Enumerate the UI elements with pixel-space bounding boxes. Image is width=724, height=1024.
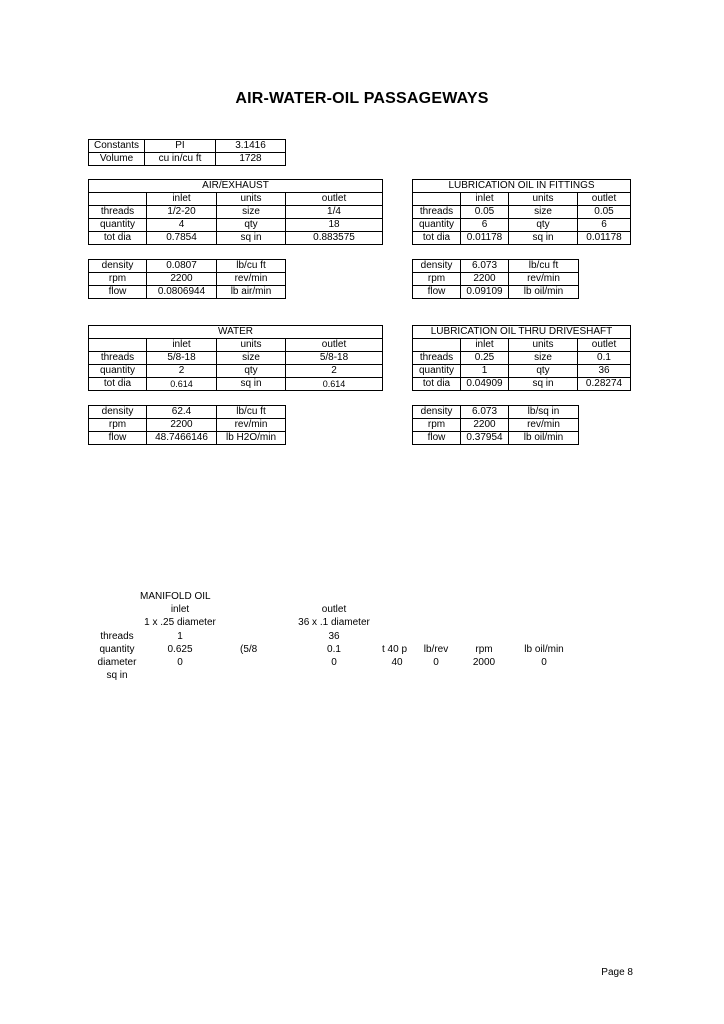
lube-driveshaft-table <box>412 325 631 391</box>
cell: qty <box>217 365 286 378</box>
column-header <box>89 339 147 352</box>
cell: threads <box>89 352 147 365</box>
cell: rev/min <box>217 273 286 286</box>
cell: 2200 <box>461 419 509 432</box>
table-row <box>89 352 383 365</box>
cell: tot dia <box>413 232 461 245</box>
column-header: units <box>217 339 286 352</box>
column-header-row <box>89 193 383 206</box>
cell: Volume <box>89 153 145 166</box>
cell: tot dia <box>413 378 461 391</box>
cell: 0.01178 <box>461 232 509 245</box>
cell: 2 <box>147 365 217 378</box>
section-header: LUBRICATION OIL THRU DRIVESHAFT <box>413 326 631 339</box>
manifold-row-label: diameter <box>97 657 137 668</box>
table-row <box>413 286 579 299</box>
cell: 0.37954 <box>461 432 509 445</box>
table-row <box>413 206 631 219</box>
manifold-cell: 2000 <box>472 657 496 668</box>
cell: rev/min <box>217 419 286 432</box>
table-row <box>89 406 286 419</box>
cell: flow <box>89 286 147 299</box>
cell: tot dia <box>89 378 147 391</box>
table-header-row <box>89 326 383 339</box>
table-header-row <box>413 326 631 339</box>
cell: rpm <box>413 419 461 432</box>
table-row <box>413 365 631 378</box>
column-header: outlet <box>578 339 631 352</box>
cell: 2200 <box>147 273 217 286</box>
water-flow-table <box>88 405 286 445</box>
cell: 0.05 <box>578 206 631 219</box>
table-row <box>413 406 579 419</box>
cell: tot dia <box>89 232 147 245</box>
manifold-cell: 36 <box>328 631 340 642</box>
cell: density <box>89 406 147 419</box>
table-row <box>89 286 286 299</box>
cell: cu in/cu ft <box>145 153 216 166</box>
cell: 3.1416 <box>216 140 286 153</box>
cell: 0.01178 <box>578 232 631 245</box>
cell: quantity <box>89 365 147 378</box>
cell: quantity <box>89 219 147 232</box>
cell: 4 <box>147 219 217 232</box>
lube-fittings-flow-table <box>412 259 579 299</box>
table-row <box>89 419 286 432</box>
cell: lb H2O/min <box>217 432 286 445</box>
cell: 62.4 <box>147 406 217 419</box>
cell: 0.05 <box>461 206 509 219</box>
cell: 0.0807 <box>147 260 217 273</box>
cell: flow <box>413 432 461 445</box>
cell: 2200 <box>147 419 217 432</box>
cell: 1728 <box>216 153 286 166</box>
manifold-cell: 0 <box>541 657 547 668</box>
table-row <box>89 206 383 219</box>
air-flow-table <box>88 259 286 299</box>
cell: 0.0806944 <box>147 286 217 299</box>
table-row <box>413 273 579 286</box>
cell: 0.09109 <box>461 286 509 299</box>
manifold-cell: 0.1 <box>327 644 341 655</box>
cell: sq in <box>509 378 578 391</box>
column-header: outlet <box>286 339 383 352</box>
cell: threads <box>413 206 461 219</box>
cell: lb/cu ft <box>217 260 286 273</box>
cell: flow <box>413 286 461 299</box>
manifold-cell: 1 <box>177 631 183 642</box>
cell: 5/8-18 <box>147 352 217 365</box>
column-header <box>413 193 461 206</box>
cell: flow <box>89 432 147 445</box>
air-exhaust-table <box>88 179 383 245</box>
table-row <box>413 419 579 432</box>
column-header <box>413 339 461 352</box>
page-number: Page 8 <box>601 967 633 978</box>
manifold-cell: t 40 p <box>382 644 408 655</box>
cell: size <box>217 352 286 365</box>
cell: density <box>413 260 461 273</box>
cell: rpm <box>413 273 461 286</box>
cell: lb oil/min <box>509 432 579 445</box>
cell: 0.28274 <box>578 378 631 391</box>
column-header: units <box>509 193 578 206</box>
cell: 2 <box>286 365 383 378</box>
cell: 48.7466146 <box>147 432 217 445</box>
table-row <box>413 352 631 365</box>
cell: lb air/min <box>217 286 286 299</box>
lube-fittings-table <box>412 179 631 245</box>
cell: quantity <box>413 219 461 232</box>
table-row <box>413 232 631 245</box>
cell: size <box>217 206 286 219</box>
table-row <box>413 432 579 445</box>
column-header: inlet <box>461 193 509 206</box>
manifold-cell: 0 <box>433 657 439 668</box>
column-header: inlet <box>147 193 217 206</box>
cell: 6.073 <box>461 406 509 419</box>
column-header: units <box>217 193 286 206</box>
cell: 0.1 <box>578 352 631 365</box>
cell: threads <box>89 206 147 219</box>
manifold-inlet-desc: 1 x .25 diameter <box>144 617 216 628</box>
table-row <box>89 153 286 166</box>
cell: density <box>413 406 461 419</box>
cell: 18 <box>286 219 383 232</box>
table-row <box>89 260 286 273</box>
manifold-cell: lb/rev <box>423 644 449 655</box>
column-header <box>89 193 147 206</box>
cell: qty <box>509 365 578 378</box>
manifold-outlet-header: outlet <box>321 604 347 615</box>
table-header-row <box>89 180 383 193</box>
section-header: WATER <box>89 326 383 339</box>
cell: lb/sq in <box>509 406 579 419</box>
constants-table <box>88 139 286 166</box>
table-row <box>413 219 631 232</box>
cell: 1/4 <box>286 206 383 219</box>
table-row <box>413 378 631 391</box>
manifold-inlet-header: inlet <box>170 604 190 615</box>
manifold-cell: 0 <box>177 657 183 668</box>
cell: rpm <box>89 273 147 286</box>
cell: 36 <box>578 365 631 378</box>
cell: sq in <box>509 232 578 245</box>
cell: size <box>509 352 578 365</box>
table-row <box>89 378 383 391</box>
cell: sq in <box>217 232 286 245</box>
cell: 6 <box>578 219 631 232</box>
cell: rpm <box>89 419 147 432</box>
cell: lb/cu ft <box>509 260 579 273</box>
table-row <box>89 273 286 286</box>
column-header: inlet <box>147 339 217 352</box>
cell: PI <box>145 140 216 153</box>
table-row <box>89 140 286 153</box>
column-header-row <box>413 339 631 352</box>
column-header-row <box>89 339 383 352</box>
page-title: AIR-WATER-OIL PASSAGEWAYS <box>235 90 489 107</box>
cell: 0.614 <box>147 378 217 391</box>
cell: 0.883575 <box>286 232 383 245</box>
column-header: outlet <box>286 193 383 206</box>
cell: lb/cu ft <box>217 406 286 419</box>
cell: Constants <box>89 140 145 153</box>
manifold-cell: lb oil/min <box>524 644 564 655</box>
cell: 0.04909 <box>461 378 509 391</box>
manifold-row-label: quantity <box>99 644 135 655</box>
manifold-cell: (5/8 <box>240 644 258 655</box>
table-row <box>89 232 383 245</box>
cell: 2200 <box>461 273 509 286</box>
cell: threads <box>413 352 461 365</box>
cell: size <box>509 206 578 219</box>
table-row <box>413 260 579 273</box>
cell: qty <box>509 219 578 232</box>
column-header: inlet <box>461 339 509 352</box>
cell: 0.7854 <box>147 232 217 245</box>
table-row <box>89 432 286 445</box>
column-header: units <box>509 339 578 352</box>
cell: quantity <box>413 365 461 378</box>
section-header: LUBRICATION OIL IN FITTINGS <box>413 180 631 193</box>
column-header: outlet <box>578 193 631 206</box>
cell: 0.25 <box>461 352 509 365</box>
manifold-title: MANIFOLD OIL <box>140 591 211 602</box>
cell: density <box>89 260 147 273</box>
manifold-cell: 40 <box>391 657 403 668</box>
cell: 1 <box>461 365 509 378</box>
cell: rev/min <box>509 273 579 286</box>
cell: 0.614 <box>286 378 383 391</box>
cell: 1/2-20 <box>147 206 217 219</box>
manifold-outlet-desc: 36 x .1 diameter <box>298 617 370 628</box>
column-header-row <box>413 193 631 206</box>
cell: 6.073 <box>461 260 509 273</box>
cell: sq in <box>217 378 286 391</box>
cell: 5/8-18 <box>286 352 383 365</box>
manifold-row-label: sq in <box>106 670 128 681</box>
cell: 6 <box>461 219 509 232</box>
manifold-cell: 0.625 <box>167 644 193 655</box>
manifold-cell: rpm <box>475 644 493 655</box>
cell: rev/min <box>509 419 579 432</box>
manifold-cell: 0 <box>331 657 337 668</box>
cell: lb oil/min <box>509 286 579 299</box>
table-row <box>89 365 383 378</box>
section-header: AIR/EXHAUST <box>89 180 383 193</box>
water-table <box>88 325 383 391</box>
table-row <box>89 219 383 232</box>
lube-driveshaft-flow-table <box>412 405 579 445</box>
cell: qty <box>217 219 286 232</box>
manifold-row-label: threads <box>100 631 134 642</box>
table-header-row <box>413 180 631 193</box>
